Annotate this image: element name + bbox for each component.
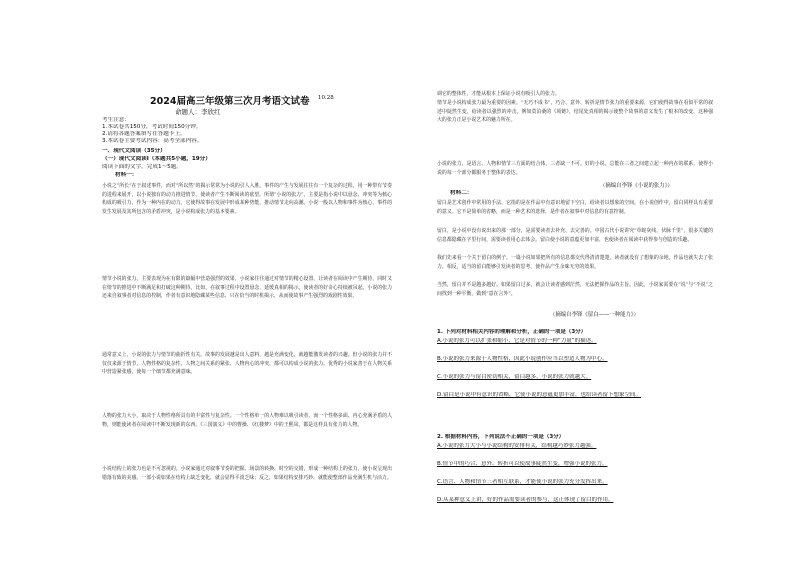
question-1-option-c: C.小说的张力与留白密切相关，留白越多，小说的张力就越大。 (437, 374, 592, 380)
material2-paragraph-4: 当然，留白并不是越多越好。如果留白过多，就会让读者感到茫然，无法把握作品的主旨。因此，小说家需要在“说”与“不说”之间找到一种平衡，做到“意在言外”。 (437, 282, 713, 297)
section1-instruction: 阅读下面的文字，完成1～5题。 (102, 164, 182, 170)
source-2: （摘编自李锋《留白——一种能力》） (550, 312, 639, 318)
material1-paragraph-2: 情节小说的张力，主要表现为在有限的篇幅中营造强烈的效果。小说家往往通过对情节的精心设置，让读者在阅读中产生期待，同时又在情节的推进中不断满足和打破这种期待。比如，在叙事过程中设置悬念，延缓真相的揭示，使读者的好奇心持续被吊起。小说的张力还来自叙事者对信息的控制，作者有意识地隐藏某些信息，只在恰当的时机揭示，从而使故事产生强烈的戏剧性效果。 (102, 276, 392, 300)
exam-author: 命题人：李欣红 (175, 108, 221, 116)
material2-label: 材料二： (450, 190, 473, 196)
notes-item-3: 3.本试卷主要考试内容：高考全部内容。 (102, 138, 203, 144)
material2-paragraph-3: 我们先来看一个关于留白的例子。一篇小说如果把所有的信息都交代得清清楚楚，读者就没有了想象的余地，作品也就失去了张力。相反，适当的留白能够引发读者的思考，使作品产生余味无穷的效果。 (437, 255, 713, 270)
notes-item-2: 2.请将各题答案填写在答题卡上。 (102, 131, 186, 137)
section1-heading: 一、现代文阅读（35分） (102, 148, 166, 154)
section1-sub: （一）现代文阅读Ⅰ（本题共5小题，19分） (102, 156, 211, 162)
material1-paragraph-3: 通常意义上，小说的张力与情节的曲折性有关。故事的发展越是出人意料，越是充满变化，就越能激发读者的兴趣。但小说的张力并不仅仅来源于情节，人物性格的复杂性、人物之间关系的紧张、人物内心的冲突，都可以构成小说的张力。优秀的小说家善于在人物关系中营造紧张感，使每一个细节都充满意味。 (102, 352, 392, 376)
right-paragraph-1: 调它的整体性，才能从根本上保证小说有吸引人的张力。 (437, 91, 560, 97)
question-1-stem: 1. 下列对材料相关内容的理解和分析，正确的一项是（3分） (437, 329, 587, 335)
question-1-option-b: B.小说的张力来源于人物性格，因此小说创作应当以塑造人物为中心。 (437, 356, 608, 362)
question-2-option-d: D.从某种意义上讲，好的作品需要读者的参与，这正体现了留白的作用。 (437, 497, 614, 503)
exam-header (150, 93, 390, 105)
exam-date: 10.28 (318, 95, 334, 101)
material1-paragraph-5: 小说结构上的张力也是不可忽视的。小说家通过对叙事节奏的把握、场景的转换、时空的交错，形成一种结构上的张力，使小说呈现出错落有致的美感。一部小说如果在结构上缺乏变化，就会显得平淡乏味；反之，如果结构安排巧妙，就能使整部作品充满生机与活力。 (102, 466, 392, 481)
question-2-option-a: A.小说的张力大小与小说结构的安排有关，结构越巧妙张力越强。 (437, 443, 597, 449)
question-1-option-d: D.留白是小说中有意识的省略，它使小说的意蕴更加丰富，也给读者留下想象空间。 (437, 392, 641, 398)
right-paragraph-3: 小说的张力，是语言、人物和情节三方面的结合体，三者缺一不可。好的小说，总能在三者之间建立起一种内在的联系，使得小说的每一个部分都服务于整体的表达。 (437, 161, 713, 176)
question-1-option-a: A.小说的张力可以扩张和缩小，它是对情节的一种“力量”的描述。 (437, 338, 597, 344)
material1-label: 材料一： (115, 172, 138, 178)
question-2-option-b: B.情节中的巧合、意外、转折可以使故事陡然生变，增强小说的张力。 (437, 461, 608, 467)
material2-paragraph-2: 留白，是小说中没有说出来的那一部分，是需要读者去补充、去完善的。中国古代小说讲究“草蛇灰线，伏脉千里”，很多关键的信息都隐藏在字里行间，需要读者用心去体会。留白使小说的意蕴更加丰富，也使读者在阅读中获得参与创造的乐趣。 (437, 228, 713, 243)
right-paragraph-2: 情节是小说构成张力最为重要的因素。“无巧不成书”，巧合、意外、转折是情节张力的重要来源，它们使得故事在看似平常的叙述中陡然生变，给读者以强烈的冲击。例如莫泊桑的《项链》，结尾处真相的揭示使整个故事的意义发生了根本的改变，这种强大的张力正是小说艺术的魅力所在。 (437, 100, 713, 124)
exam-title: 2024届高三年级第三次月考语文试卷 (150, 96, 310, 107)
notes-heading: 考生注意： (102, 117, 130, 123)
material1-paragraph-1: 小说之“所长”在于叙述事件，而对“所以然”的揭示常常为小说的引人入胜。事件的产生与发展往往有一个复杂的过程，用一种带有节奏的进程来展开，以小说独有的动力推进情节，使读者产生不断阅读的欲望。所谓“小说的张力”，主要是指小说中以悬念、冲突等为核心构成的吸引力，作为一种内在的动力，它使得故事在发展中形成某种势能，推动情节走向高潮。小说一般以人物和事件为核心，事件的发生发展及其所包含的矛盾冲突，是小说构成张力的基本要素。 (102, 183, 392, 215)
question-2-option-c: C.语言、人物和情节三者相互联系，才能使小说的张力充分发挥出来。 (437, 479, 608, 485)
material2-paragraph-1: 留白是艺术创作中常用的手法，它指的是在作品中有意识地留下空白，给读者以想象的空间。在小说创作中，留白同样具有重要的意义。它不是简单的省略，而是一种艺术的选择，是作者在叙事中对信息的有意控制。 (437, 200, 713, 215)
question-2-stem: 2. 根据材料内容，下列说法不正确的一项是（3分） (437, 434, 565, 440)
material1-paragraph-4: 人物的张力大小，取决于人物性格所具有的丰富性与复杂性。一个性格单一的人物难以吸引读者，而一个性格多面、内心充满矛盾的人物，则能使读者在阅读中不断发现新的东西。《三国演义》中的曹操、《红楼梦》中的王熙凤，都是这样具有张力的人物。 (102, 413, 392, 428)
notes-item-1: 1.本试卷共150分，考试时间150分钟。 (102, 124, 202, 130)
source-1: （摘编自李锋《小说的张力》） (600, 183, 673, 189)
